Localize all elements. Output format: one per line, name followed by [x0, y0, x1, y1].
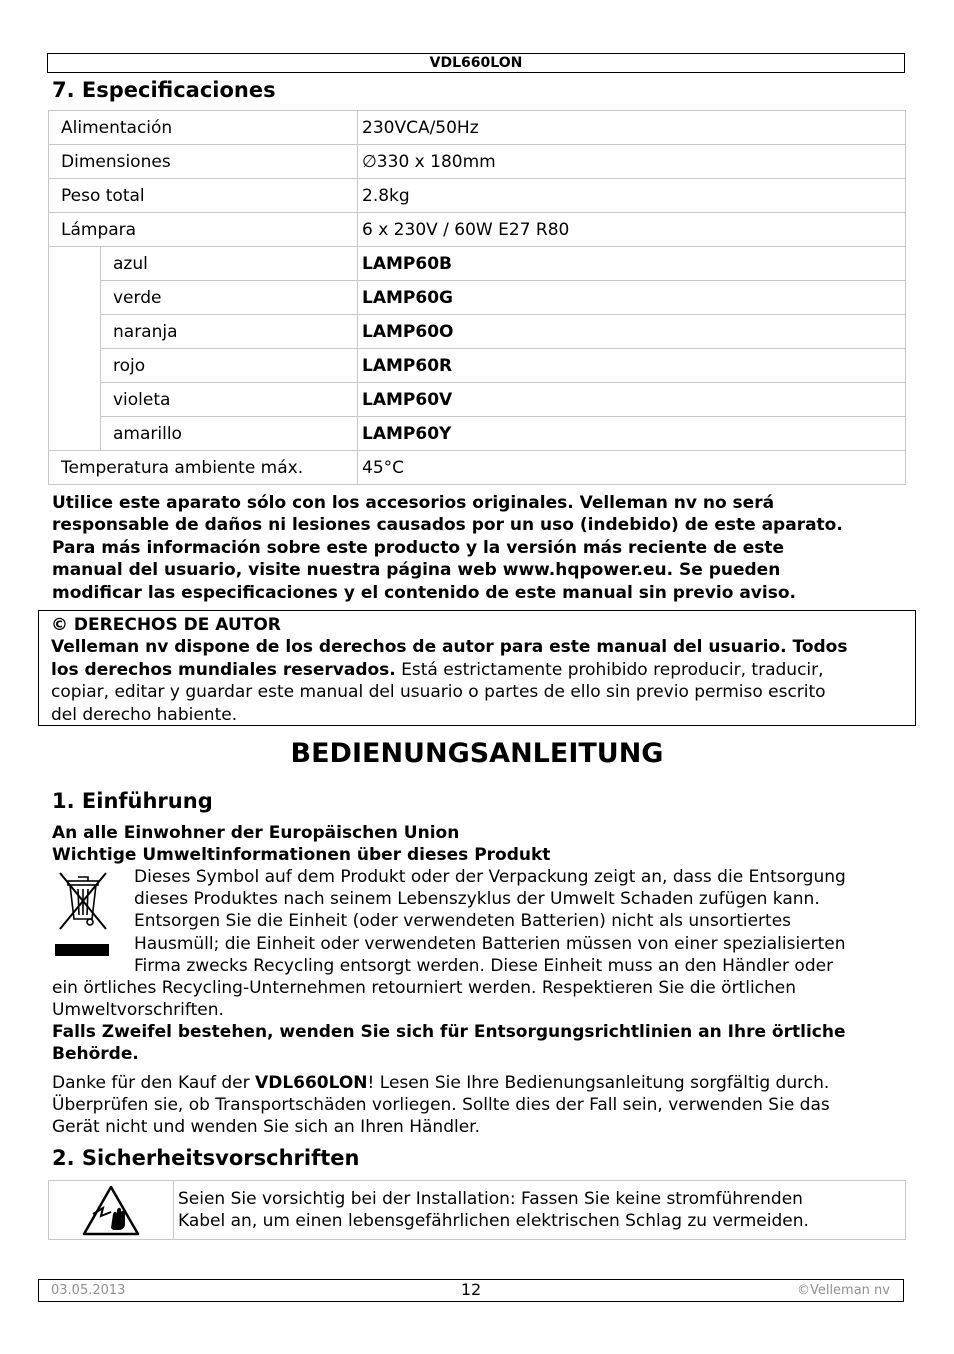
notice-line: modificar las especificaciones y el contenido de este manual sin previo aviso.	[52, 582, 796, 603]
spec-label: Dimensiones	[49, 145, 358, 179]
lamp-color: naranja	[101, 315, 358, 349]
lamp-code: LAMP60R	[358, 349, 906, 383]
copyright-line	[51, 659, 903, 681]
lamp-color: amarillo	[101, 417, 358, 451]
spec-row	[49, 111, 906, 145]
thanks-line: Überprüfen sie, ob Transportschäden vorliegen. Sollte dies der Fall sein, verwenden Sie das	[52, 1095, 830, 1116]
manual-title: BEDIENUNGSANLEITUNG	[290, 738, 664, 769]
indent-cell	[49, 247, 101, 281]
weee-line: ein örtliches Recycling-Unternehmen retourniert werden. Respektieren Sie die örtlichen	[52, 978, 797, 998]
lamp-color: verde	[101, 281, 358, 315]
safety-line: Seien Sie vorsichtig bei der Installation: Fassen Sie keine stromführenden	[178, 1189, 803, 1209]
copyright-bold: los derechos mundiales reservados.	[51, 659, 396, 680]
weee-line: Entsorgen Sie die Einheit (oder verwendeten Batterien) nicht als unsortiertes	[134, 911, 792, 932]
thanks-line	[52, 1072, 914, 1094]
spec-row	[49, 179, 906, 213]
weee-line: Hausmüll; die Einheit oder verwendeten Batterien müssen von einer spezialisierten	[134, 933, 846, 954]
copyright-title: © DERECHOS DE AUTOR	[51, 615, 281, 635]
lamp-row	[49, 417, 906, 451]
lamp-color: violeta	[101, 383, 358, 417]
weee-line: Dieses Symbol auf dem Produkt oder der Verpackung zeigt an, dass die Entsorgung	[134, 867, 846, 887]
spec-value: 230VCA/50Hz	[358, 111, 906, 145]
spec-row	[49, 145, 906, 179]
safety-text-cell	[174, 1181, 906, 1240]
doubt-line: Falls Zweifel bestehen, wenden Sie sich für Entsorgungsrichtlinien an Ihre örtliche	[52, 1022, 846, 1042]
spec-label: Lámpara	[49, 213, 358, 247]
eu-line: An alle Einwohner der Europäischen Union	[52, 823, 460, 843]
doubt-line: Behörde.	[52, 1044, 139, 1065]
thanks-pre: Danke für den Kauf der	[52, 1073, 256, 1093]
thanks-post: ! Lesen Sie Ihre Bedienungsanleitung sorgfältig durch.	[367, 1073, 830, 1093]
safety-table	[48, 1180, 906, 1240]
spec-value: 6 x 230V / 60W E27 R80	[358, 213, 906, 247]
thanks-text	[52, 1072, 914, 1139]
indent-cell	[49, 383, 101, 417]
copyright-line: Velleman nv dispone de los derechos de autor para este manual del usuario. Todos	[51, 637, 848, 658]
spec-label: Peso total	[49, 179, 358, 213]
thanks-line: Gerät nicht und wenden Sie sich an Ihren Händler.	[52, 1117, 481, 1138]
notice	[52, 492, 912, 604]
lamp-row	[49, 247, 906, 281]
specs-title: 7. Especificaciones	[52, 78, 276, 102]
crossed-bin-icon	[52, 867, 112, 959]
copyright-line: del derecho habiente.	[51, 704, 238, 725]
notice-line: Para más información sobre este producto y la versión más reciente de este	[52, 537, 785, 558]
copyright-line: copiar, editar y guardar este manual del usuario o partes de ello sin previo permiso escrito	[51, 682, 826, 703]
lamp-color: azul	[101, 247, 358, 281]
lamp-code: LAMP60G	[358, 281, 906, 315]
eu-line: Wichtige Umweltinformationen über dieses Produkt	[52, 845, 551, 866]
lamp-row	[49, 281, 906, 315]
copyright-box	[38, 610, 916, 726]
indent-cell	[49, 315, 101, 349]
lamp-code: LAMP60O	[358, 315, 906, 349]
header-model: VDL660LON	[47, 53, 905, 73]
eu-heading	[52, 822, 912, 866]
weee-line: dieses Produktes nach seinem Lebenszyklus der Umwelt Schaden zufügen kann.	[134, 889, 820, 910]
indent-cell	[49, 281, 101, 315]
thanks-model: VDL660LON	[255, 1073, 368, 1093]
spec-value: ∅330 x 180mm	[358, 145, 906, 179]
lamp-row	[49, 315, 906, 349]
footer	[38, 1279, 904, 1302]
notice-line: Utilice este aparato sólo con los accesorios originales. Velleman nv no será	[52, 493, 775, 513]
safety-line: Kabel an, um einen lebensgefährlichen elektrischen Schlag zu vermeiden.	[178, 1211, 809, 1232]
spec-row	[49, 213, 906, 247]
notice-line: manual del usuario, visite nuestra página web www.hqpower.eu. Se pueden	[52, 560, 781, 581]
notice-line: responsable de daños ni lesiones causados por un uso (indebido) de este aparato.	[52, 515, 843, 536]
spec-value: 45°C	[358, 451, 906, 485]
weee-line: Firma zwecks Recycling entsorgt werden. Diese Einheit muss an den Händler oder	[134, 955, 834, 976]
safety-icon-cell	[49, 1181, 174, 1240]
weee-line: Umweltvorschriften.	[52, 1000, 224, 1021]
weee-text	[134, 866, 914, 977]
spec-label: Temperatura ambiente máx.	[49, 451, 358, 485]
spec-row	[49, 451, 906, 485]
section-einfuehrung: 1. Einführung	[52, 789, 213, 813]
lamp-code: LAMP60Y	[358, 417, 906, 451]
lamp-code: LAMP60V	[358, 383, 906, 417]
footer-date: 03.05.2013	[51, 1283, 126, 1298]
copyright-normal: Está estrictamente prohibido reproducir, traducir,	[395, 659, 824, 680]
indent-cell	[49, 417, 101, 451]
footer-page: 12	[460, 1280, 482, 1299]
indent-cell	[49, 349, 101, 383]
lamp-row	[49, 349, 906, 383]
doubt-text	[52, 1021, 914, 1065]
spec-value: 2.8kg	[358, 179, 906, 213]
lamp-code: LAMP60B	[358, 247, 906, 281]
footer-copyright: ©Velleman nv	[796, 1283, 890, 1298]
spec-table	[48, 110, 906, 485]
section-sicherheit: 2. Sicherheitsvorschriften	[52, 1146, 360, 1170]
weee-text-full	[52, 977, 914, 1021]
electric-shock-warning-icon	[81, 1184, 141, 1238]
spec-label: Alimentación	[49, 111, 358, 145]
lamp-row	[49, 383, 906, 417]
lamp-color: rojo	[101, 349, 358, 383]
